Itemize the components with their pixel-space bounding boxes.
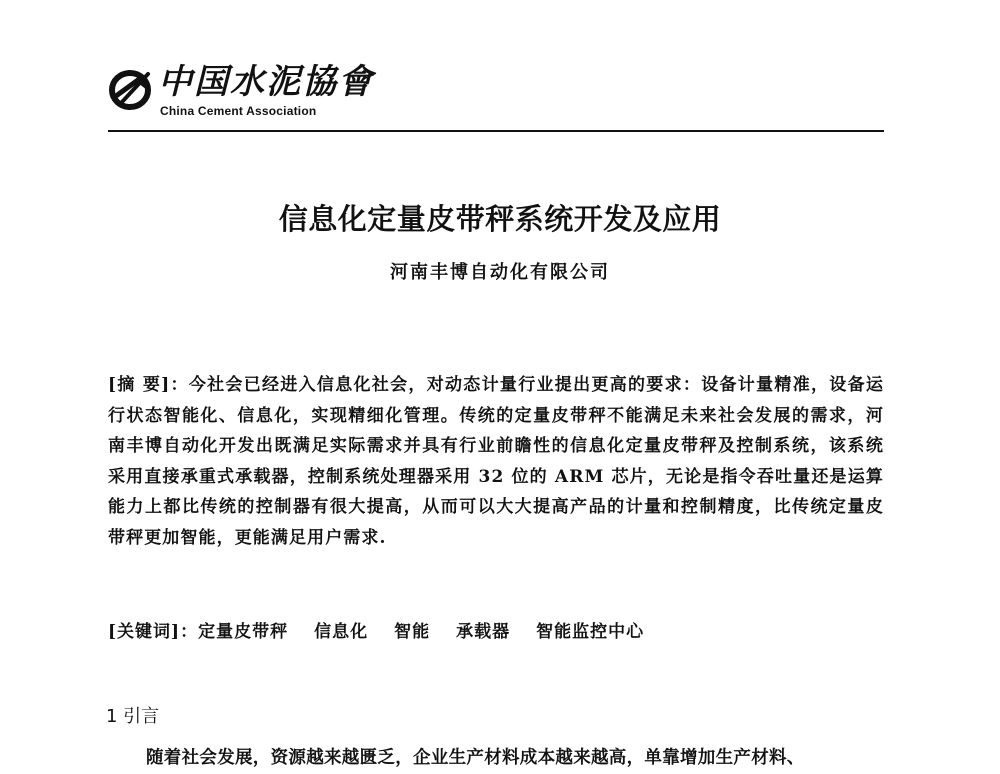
- keyword-term: 定量皮带秤: [198, 622, 289, 642]
- keywords-label: [关键词]：: [108, 622, 199, 642]
- author-affiliation: 河南丰博自动化有限公司: [390, 262, 610, 283]
- association-logo-icon: [108, 66, 154, 112]
- abstract-text: 今社会已经进入信息化社会，对动态计量行业提出更高的要求：设备计量精准，设备运行状态智能化、信息化，实现精细化管理。传统的定量皮带秤不能满足未来社会发展的需求，河南丰博自动化开发出既满足实际需求并具有行业前瞻性的信息化定量皮带秤及控制系统，该系统采用直接承重式承载器，控制系统处理器采用 32 位的 ARM 芯片，无论是指令吞吐量还是运算能力上都比传统的控制器有很大提高，从而可以大大提高产品的计量和控制精度，比传统定量皮带秤更加智能，更能满足用户需求.: [108, 375, 884, 548]
- logo-english-name: China Cement Association: [160, 104, 317, 118]
- paper-title: 信息化定量皮带秤系统开发及应用: [278, 202, 722, 236]
- keyword-term: 智能: [394, 622, 431, 642]
- header-divider: [108, 130, 884, 132]
- keyword-term: 承载器: [456, 622, 511, 642]
- body-paragraph: 随着社会发展，资源越来越匮乏，企业生产材料成本越来越高，单靠增加生产材料、: [146, 748, 805, 768]
- keyword-term: 信息化: [314, 622, 369, 642]
- header: [108, 58, 884, 134]
- keywords: [108, 617, 884, 642]
- keyword-term: 智能监控中心: [536, 622, 645, 642]
- logo-chinese-name: 中国水泥協會: [158, 62, 374, 102]
- abstract: [108, 370, 884, 553]
- section-heading: 1 引言: [106, 706, 160, 727]
- abstract-label: [摘 要]：: [108, 375, 189, 395]
